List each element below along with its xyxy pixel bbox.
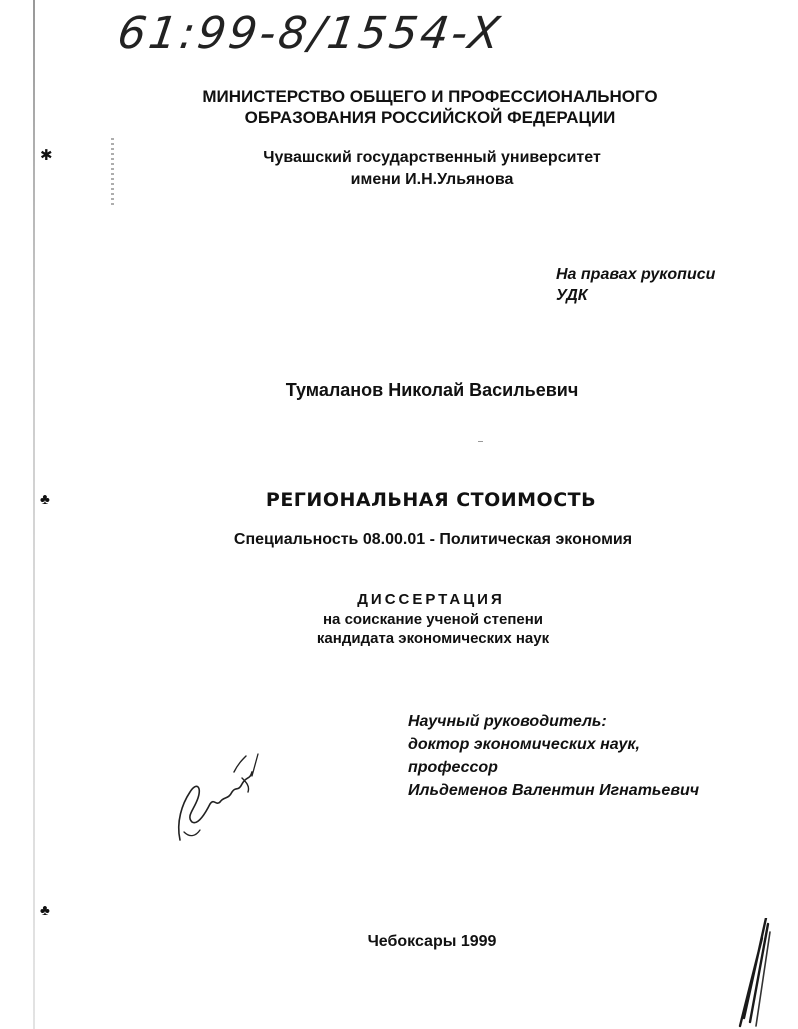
advisor-rank: профессор [408, 759, 498, 776]
udc-label: УДК [556, 287, 588, 304]
university-heading [0, 147, 798, 191]
handwritten-signature [172, 752, 272, 847]
university-line-1: Чувашский государственный университет [263, 149, 601, 166]
author-name: Тумаланов Николай Васильевич [285, 380, 579, 400]
advisor-degree: доктор экономических наук, [408, 736, 640, 753]
university-line-2: имени И.Н.Ульянова [350, 171, 514, 188]
dissertation-title: РЕГИОНАЛЬНАЯ СТОИМОСТЬ [265, 489, 597, 511]
ministry-line-1: МИНИСТЕРСТВО ОБЩЕГО И ПРОФЕССИОНАЛЬНОГО [202, 87, 658, 106]
scan-speck [478, 441, 483, 442]
manuscript-rights [556, 264, 715, 306]
scan-corner-artifact [714, 918, 774, 1028]
binding-hole-mark: ♣ [40, 491, 50, 508]
ministry-line-2: ОБРАЗОВАНИЯ РОССИЙСКОЙ ФЕДЕРАЦИИ [244, 108, 616, 127]
archive-number-handwritten: 61:99-8/1554-X [114, 8, 506, 59]
specialty-line: Специальность 08.00.01 - Политическая экономия [233, 531, 633, 548]
advisor-role: Научный руководитель: [408, 713, 607, 730]
ministry-heading [0, 86, 798, 128]
city-year: Чебоксары 1999 [367, 933, 497, 950]
binding-hole-mark: ✱ [40, 147, 53, 164]
dissertation-kind: ДИССЕРТАЦИЯ [357, 591, 505, 608]
degree-line-1: на соискание ученой степени [323, 611, 543, 628]
rights-line-1: На правах рукописи [556, 266, 716, 283]
advisor-name: Ильдеменов Валентин Игнатьевич [408, 782, 700, 799]
degree-line-2: кандидата экономических наук [316, 630, 550, 647]
binding-hole-mark: ♣ [40, 902, 50, 919]
scientific-advisor [408, 710, 699, 802]
